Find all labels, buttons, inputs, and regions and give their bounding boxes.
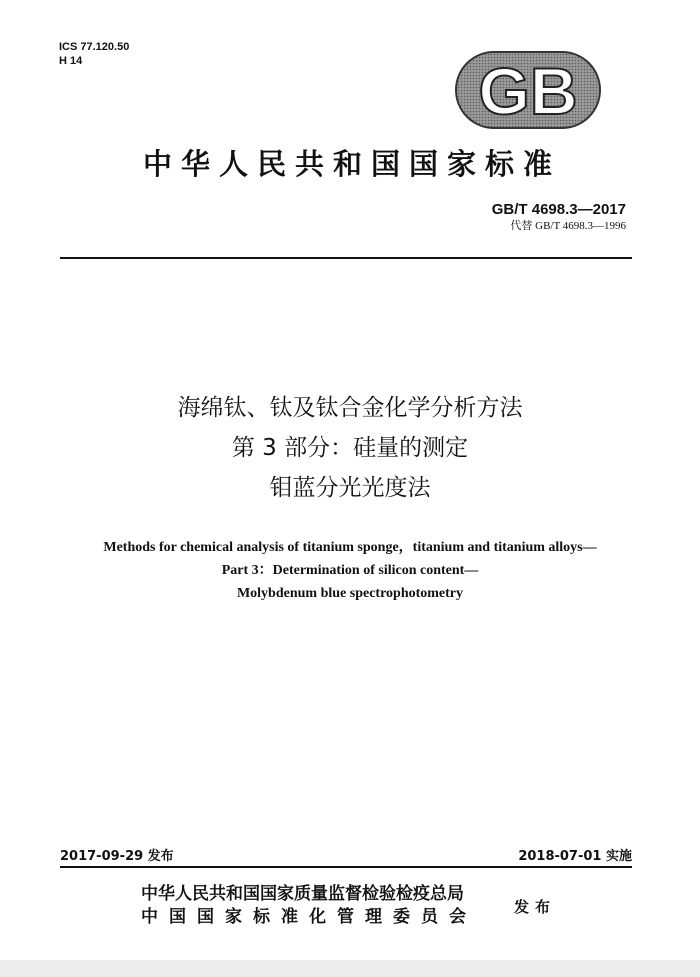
issuer-line-2: 中国国家标准化管理委员会	[141, 907, 477, 927]
english-title-line-3: Molybdenum blue spectrophotometry	[236, 586, 464, 601]
chinese-title	[0, 388, 700, 508]
english-title-line-1: Methods for chemical analysis of titanium sponge，titanium and titanium alloys—	[103, 540, 597, 555]
ccs-code: H 14	[59, 55, 83, 67]
replaces-code: 代替 GB/T 4698.3—1996	[510, 220, 626, 232]
issuing-authorities	[141, 883, 477, 929]
header-divider	[60, 257, 632, 259]
issue-date: 2017-09-29 发布	[60, 849, 174, 864]
issuer-line-1: 中华人民共和国国家质量监督检验检疫总局	[141, 884, 464, 904]
page-bottom-strip	[0, 960, 700, 977]
chinese-title-line-2: 第 3 部分：硅量的测定	[231, 435, 469, 461]
chinese-title-line-1: 海绵钛、钛及钛合金化学分析方法	[177, 395, 523, 421]
standard-code: GB/T 4698.3—2017	[491, 201, 626, 218]
chinese-title-line-3: 钼蓝分光光度法	[269, 475, 431, 501]
implementation-date: 2018-07-01 实施	[518, 849, 632, 864]
gb-logo	[454, 50, 602, 130]
english-title	[0, 536, 700, 605]
standard-code-block	[492, 201, 626, 233]
english-title-line-2: Part 3：Determination of silicon content—	[221, 563, 479, 578]
footer-divider	[60, 866, 632, 868]
publish-label: 发布	[514, 898, 557, 916]
national-standard-title: 中华人民共和国国家标准	[142, 147, 561, 181]
gb-logo-text: GB	[478, 54, 578, 128]
ics-code: ICS 77.120.50	[59, 41, 130, 53]
classification-codes	[59, 40, 129, 68]
